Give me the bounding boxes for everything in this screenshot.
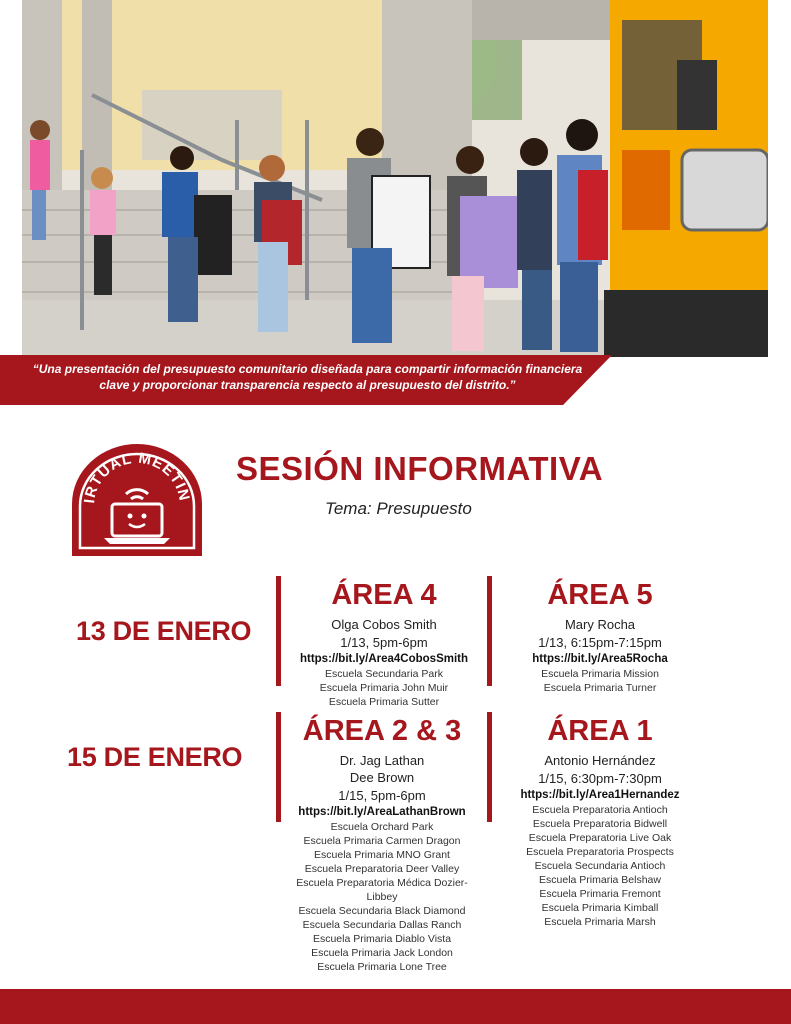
school-item: Escuela Primaria Belshaw (539, 874, 661, 886)
meeting-link[interactable]: https://bit.ly/Area1Hernandez (520, 789, 680, 801)
meeting-time: 1/15, 6:30pm-7:30pm (538, 771, 662, 786)
meeting-time: 1/15, 5pm-6pm (338, 788, 426, 803)
meeting-link[interactable]: https://bit.ly/Area4CobosSmith (299, 653, 469, 665)
page-subtitle: Tema: Presupuesto (325, 499, 472, 518)
school-item: Escuela Primaria Turner (543, 682, 657, 694)
school-item: Escuela Secundaria Park (325, 668, 443, 680)
school-item: Escuela Primaria Diablo Vista (312, 933, 452, 945)
divider-bar (276, 712, 281, 822)
hero-photo (22, 0, 768, 357)
school-item: Escuela Preparatoria Deer Valley (304, 863, 460, 875)
page-title: SESIÓN INFORMATIVA (236, 450, 604, 487)
school-item: Escuela Preparatoria Bidwell (532, 818, 668, 830)
meeting-link[interactable]: https://bit.ly/AreaLathanBrown (298, 806, 466, 818)
school-item: Escuela Secundaria Black Diamond (298, 905, 466, 917)
divider-bar (487, 576, 492, 686)
area-contact: Dr. Jag Lathan (339, 753, 425, 768)
quote-text: “Una presentación del presupuesto comunitario diseñada para compartir información financiera clave y proporcionar transparencia respecto al presupuesto del distrito.” (32, 362, 583, 392)
area-card-4 (284, 578, 484, 709)
school-item: Escuela Preparatoria Médica Dozier-Libbey (296, 877, 468, 903)
school-item: Escuela Preparatoria Prospects (526, 846, 674, 858)
school-item: Escuela Secundaria Dallas Ranch (302, 919, 462, 931)
school-item: Escuela Primaria Lone Tree (317, 961, 447, 973)
area-card-2-3 (282, 714, 482, 974)
virtual-meeting-badge (68, 440, 206, 560)
meeting-time: 1/13, 6:15pm-7:15pm (538, 635, 662, 650)
date-label-jan-15: 15 DE ENERO (67, 742, 243, 772)
area-contact: Antonio Hernández (544, 753, 656, 768)
school-item: Escuela Primaria Sutter (328, 696, 440, 708)
area-name: ÁREA 2 & 3 (302, 715, 462, 747)
meeting-time: 1/13, 5pm-6pm (340, 635, 428, 650)
date-label-jan-13: 13 DE ENERO (76, 616, 252, 646)
school-item: Escuela Primaria Mission (541, 668, 659, 680)
area-name: ÁREA 5 (547, 579, 653, 611)
school-item: Escuela Primaria Kimball (541, 902, 659, 914)
divider-bar (276, 576, 281, 686)
area-card-5 (500, 578, 700, 695)
school-item: Escuela Preparatoria Antioch (532, 804, 668, 816)
area-name: ÁREA 1 (547, 715, 653, 747)
area-contact: Dee Brown (349, 770, 415, 785)
area-contact: Olga Cobos Smith (331, 617, 437, 632)
area-contact: Mary Rocha (564, 617, 636, 632)
meeting-link[interactable]: https://bit.ly/Area5Rocha (532, 653, 668, 665)
area-card-1 (500, 714, 700, 929)
school-item: Escuela Primaria Fremont (539, 888, 661, 900)
school-item: Escuela Primaria Carmen Dragon (303, 835, 461, 847)
school-item: Escuela Primaria Marsh (544, 916, 656, 928)
school-item: Escuela Secundaria Antioch (534, 860, 666, 872)
school-item: Escuela Primaria Jack London (311, 947, 453, 959)
divider-bar (487, 712, 492, 822)
school-item: Escuela Primaria John Muir (319, 682, 449, 694)
area-name: ÁREA 4 (331, 579, 437, 611)
school-item: Escuela Preparatoria Live Oak (528, 832, 672, 844)
school-item: Escuela Primaria MNO Grant (314, 849, 450, 861)
school-item: Escuela Orchard Park (330, 821, 434, 833)
footer-band (0, 989, 791, 1024)
badge-text: IRTUAL MEETIN (81, 449, 193, 505)
